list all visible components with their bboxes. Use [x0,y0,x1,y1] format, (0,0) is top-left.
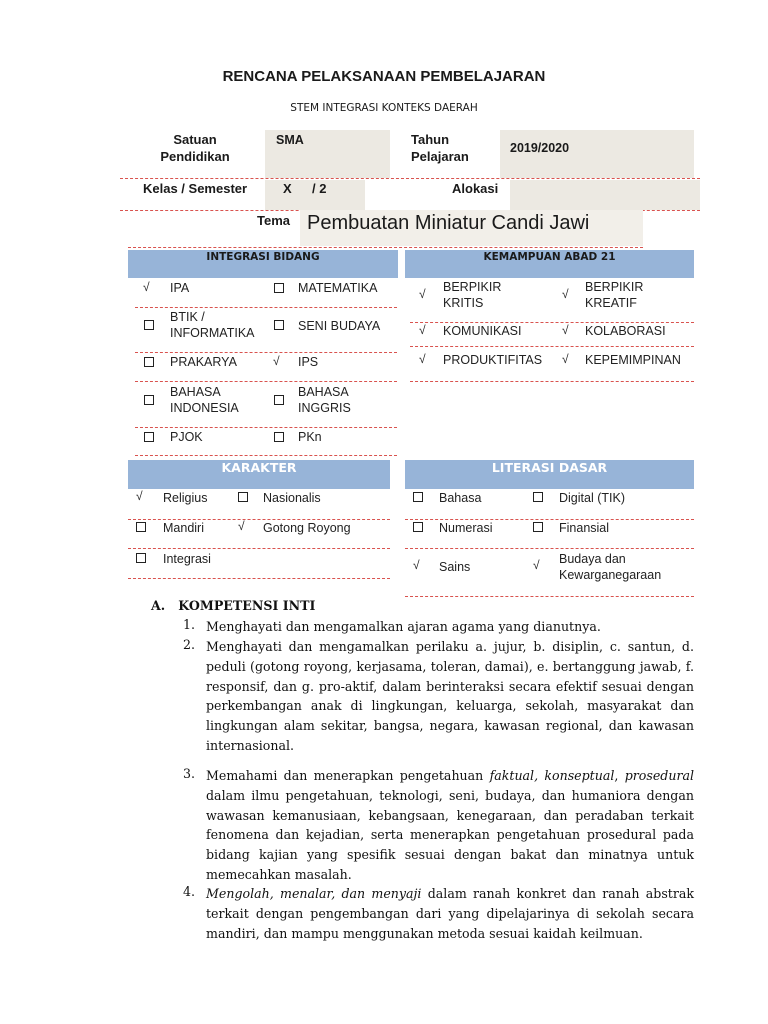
kemampuan-item-kepemimpinan: KEPEMIMPINAN [585,353,681,367]
integrasi-item-pkn: PKn [298,430,322,444]
kompetensi-item-2 [183,637,694,756]
check-mark: √ [562,287,569,301]
item-number: 4. [183,884,196,899]
kompetensi-item-3 [183,766,694,885]
kompetensi-item-4 [183,884,694,943]
check-mark: √ [562,323,569,337]
text-run-italic: prosedural [624,768,694,783]
alokasi-label: Alokasi [452,181,499,196]
text-run: dalam ranah konkret dan ranah abstrak terkait dengan pengembangan dari yang dipelajarinya di sekolah secara mandiri, dan mampu menggunakan metoda sesuai kaidah keilmuan. [206,886,694,941]
item-text [206,884,694,943]
kemampuan-item-produktifitas: PRODUKTIFITAS [443,353,543,367]
check-mark: √ [533,558,540,572]
check-mark: √ [136,489,143,503]
satuan-label-line1: Satuan [173,132,217,147]
integrasi-item-prakarya: PRAKARYA [170,355,237,369]
checkbox-icon [413,522,423,532]
row-divider [135,455,397,456]
kelas-label: Kelas / Semester [143,181,248,196]
item-text: Menghayati dan mengamalkan ajaran agama yang dianutnya. [206,619,601,634]
row-divider [128,548,390,549]
checkbox-icon [274,283,284,293]
checkbox-icon [238,492,248,502]
check-mark: √ [419,323,426,337]
row-divider [135,427,397,428]
checkbox-icon [274,320,284,330]
literasi-item-finansial: Finansial [559,521,610,535]
kompetensi-inti-heading: A. KOMPETENSI INTI [151,598,316,613]
item-number: 3. [183,766,196,781]
integrasi-item-btik: BTIK / INFORMATIKA [170,310,255,340]
integrasi-item-ipa: IPA [170,281,190,295]
integrasi-item-ips: IPS [298,355,319,369]
checkbox-icon [136,522,146,532]
row-divider [405,596,694,597]
karakter-item-mandiri: Mandiri [163,521,204,535]
check-mark: √ [238,519,245,533]
header-divider-3 [128,247,643,248]
semester-value: / 2 [312,181,327,196]
document-subtitle: STEM INTEGRASI KONTEKS DAERAH [290,102,478,114]
item-number: 2. [183,637,196,652]
text-run-italic: faktual, konseptual [489,768,615,783]
kompetensi-item-1 [183,617,694,637]
document-title: RENCANA PELAKSANAAN PEMBELAJARAN [222,68,546,85]
satuan-value: SMA [276,133,304,147]
row-divider [128,578,390,579]
text-run: Memahami dan menerapkan pengetahuan [206,768,490,783]
checkbox-icon [144,432,154,442]
row-divider [135,307,397,308]
checkbox-icon [274,432,284,442]
kemampuan-item-berpikir-kritis: BERPIKIR KRITIS [443,280,502,310]
text-run-italic: Mengolah, menalar, dan menyaji [206,886,422,901]
alokasi-value-cell [510,180,700,210]
checkbox-icon [144,320,154,330]
row-divider [135,381,397,382]
item-text [206,766,694,885]
karakter-item-gotong-royong: Gotong Royong [263,521,351,535]
check-mark: √ [419,352,426,366]
tahun-label-line2: Pelajaran [411,149,469,164]
item-text: Menghayati dan mengamalkan perilaku a. jujur, b. disiplin, c. santun, d. peduli (gotong royong, kerjasama, toleran, damai), e. bertanggung jawab, f. responsif, dan g. pro-aktif, dalam berinteraksi secara efektif sesuai dengan perkembangan anak di lingkungan, keluarga, sekolah, masyarakat dan lingkungan alam sekitar, bangsa, negara, kawasan regional, dan kawasan internasional. [206,639,694,753]
karakter-item-religius: Religius [163,491,208,505]
tema-label: Tema [257,213,290,228]
karakter-header: KARAKTER [128,460,390,489]
header-divider-1 [120,178,700,179]
satuan-label [145,131,245,165]
literasi-item-sains: Sains [439,560,471,574]
check-mark: √ [419,287,426,301]
tahun-label [411,131,469,165]
integrasi-item-bahasa-inggris: BAHASA INGGRIS [298,385,351,415]
kemampuan-abad-21-header: KEMAMPUAN ABAD 21 [405,250,694,278]
check-mark: √ [562,352,569,366]
tema-value: Pembuatan Miniatur Candi Jawi [307,212,590,234]
integrasi-bidang-header: INTEGRASI BIDANG [128,250,398,278]
checkbox-icon [136,553,146,563]
integrasi-item-matematika: MATEMATIKA [298,281,378,295]
tahun-value: 2019/2020 [510,141,570,155]
checkbox-icon [144,395,154,405]
tahun-label-line1: Tahun [411,132,450,147]
checkbox-icon [533,522,543,532]
integrasi-item-pjok: PJOK [170,430,203,444]
literasi-item-bahasa: Bahasa [439,491,482,505]
checkbox-icon [413,492,423,502]
kemampuan-item-berpikir-kreatif: BERPIKIR KREATIF [585,280,644,310]
check-mark: √ [413,558,420,572]
kemampuan-item-komunikasi: KOMUNIKASI [443,324,522,338]
text-run: dalam ilmu pengetahuan, teknologi, seni, budaya, dan humaniora dengan wawasan kemanusiaan, kebangsaan, kenegaraan, dan peradaban terkait fenomena dan kejadian, serta menerapkan pengetahuan prosedural pada bidang kajian yang spesifik sesuai dengan bakat dan minatnya untuk memecahkan masalah. [206,787,694,882]
karakter-item-integrasi: Integrasi [163,552,211,566]
integrasi-item-seni-budaya: SENI BUDAYA [298,319,381,333]
literasi-item-budaya: Budaya dan Kewarganegaraan [559,552,662,582]
check-mark: √ [143,280,150,294]
row-divider [405,548,694,549]
satuan-label-line2: Pendidikan [160,149,230,164]
literasi-item-numerasi: Numerasi [439,521,493,535]
checkbox-icon [533,492,543,502]
checkbox-icon [274,395,284,405]
kelas-value: X [283,181,292,196]
item-number: 1. [183,617,196,632]
literasi-item-digital: Digital (TIK) [559,491,625,505]
check-mark: √ [273,354,280,368]
checkbox-icon [144,357,154,367]
kemampuan-item-kolaborasi: KOLABORASI [585,324,666,338]
text-run: , [614,768,625,783]
literasi-dasar-header: LITERASI DASAR [405,460,694,489]
row-divider [410,346,694,347]
row-divider [410,381,694,382]
karakter-item-nasionalis: Nasionalis [263,491,321,505]
row-divider [135,352,397,353]
integrasi-item-bahasa-indonesia: BAHASA INDONESIA [170,385,239,415]
